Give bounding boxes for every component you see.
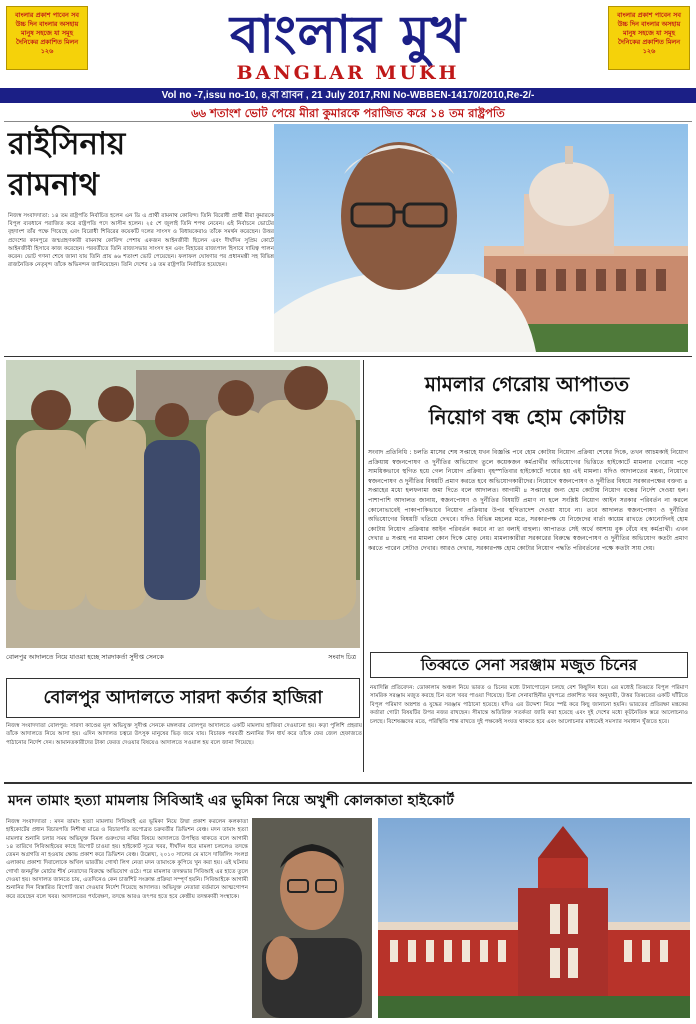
home-quota-headline-line2: নিয়োগ বন্ধ হোম কোটায় xyxy=(428,405,626,429)
masthead xyxy=(0,0,696,88)
column-divider xyxy=(363,360,364,772)
tibet-headline: তিব্বতে সেনা সরঞ্জাম মজুত চিনের xyxy=(370,652,688,678)
lead-article-body: নিজস্ব সংবাদদাতা: ১৪ তম রাষ্ট্রপতি নির্বাচিত হলেন এন ডি এ প্রার্থী রামনাথ কোবিন্দ। তিনি বিরোধী প্রার্থী মীরা কুমারকে বিপুল ব্যবধানে পরাজিত করে রাষ্ট্রপতি পদে আসীন হলেন। ২৫ শে জুলাই তিনি শপথ নেবেন। এই নির্বাচনে ভোটের বৃহদাংশ তাঁর পক্ষে গিয়েছে এবং বিরোধী শিবিরের কয়েকটি দলের সাংসদ ও বিধায়কেরাও তাঁকে সমর্থন করেছেন। উত্তর প্রদেশের কানপুরে জন্মগ্রহণকারী রামনাথ কোবিন্দ পেশায় একজন আইনজীবী ছিলেন এবং দীর্ঘদিন সুপ্রিম কোর্টে আইনজীবী হিসাবে কাজ করেছেন। পরবর্তীতে তিনি রাজ্যসভার সাংসদ হন এবং বিহারের রাজ্যপাল হিসাবে দায়িত্ব পালন করেন। ভোট গণনা শেষে জানা যায় তিনি প্রায় ৬৬ শতাংশ ভোট পেয়েছেন। ফলাফল ঘোষণার পর প্রধানমন্ত্রী সহ বিভিন্ন রাজনৈতিক নেতৃবৃন্দ তাঁকে অভিনন্দন জানিয়েছেন। তিনি দেশের ১৪ তম রাষ্ট্রপতি নির্বাচিত হয়েছেন। xyxy=(8,213,274,269)
home-quota-headline xyxy=(366,368,688,444)
home-quota-headline-line1: মামলার গেরোয় আপাতত xyxy=(424,372,630,396)
president-photo xyxy=(274,124,688,352)
right-ear-ad: বাংলার প্রকাশ পাবেন সব উচ্চ দিন বাংলার অসহায় মানুষ সহজে যা সমূহ দৈনিকের প্রকাশিত মিলন ১২৬ xyxy=(608,6,690,70)
lead-headline xyxy=(8,124,272,210)
left-ear-ad: বাংলার প্রকাশ পাবেন সব উচ্চ দিন বাংলার অসহায় মানুষ সহজে যা সমূহ দৈনিকের প্রকাশিত মিলন ১২৬ xyxy=(6,6,88,70)
section-divider-top xyxy=(4,356,692,357)
lead-kicker: ৬৬ শতাংশ ভোট পেয়ে মীরা কুমারকে পরাজিত করে ১৪ তম রাষ্ট্রপতি xyxy=(4,104,692,122)
madan-tamang-photo-illustration xyxy=(252,818,372,1018)
lead-headline-line2: রামনাথ xyxy=(8,167,99,203)
court-caption-text: বোলপুর আদালতে নিয়ে যাওয়া হচ্ছে সারদাকর্তা সুদীপ্ত সেনকে xyxy=(6,653,164,661)
court-photo-caption xyxy=(6,650,360,664)
court-photo-credit: সংবাদ চিত্র xyxy=(328,653,356,661)
madan-tamang-article-body: নিজস্ব সংবাদদাতা : মদন তামাং হত্যা মামলায় সিবিআই এর ভূমিকা নিয়ে উষ্মা প্রকাশ করলেন কলকাতা হাইকোর্টের প্রধান বিচারপতি নিশীথা মাত্রে ও বিচারপতি তপোব্রত চক্রবর্তীর ডিভিশন বেঞ্চ। মদন তামাং হত্যা মামলার শুনানি চলার সময় অভিযুক্ত বিমল গুরুংদের নথির বিষয়ে আদালতে উপস্থিত থাকতে বলে আগামী ১৪ তারিখে সিবিআইয়ের কাছে রিপোর্ট চাওয়া হয়। হাইকোর্ট সূত্রে খবর, দীর্ঘদিন ধরে মামলা চললেও তদন্তে তেমন অগ্রগতি না হওয়ায় ক্ষোভ প্রকাশ করে ডিভিশন বেঞ্চ। উল্লেখ্য, ২০১০ সালের মে মাসে দার্জিলিং সংলগ্ন এলাকায় প্রকাশ্য দিবালোকে অখিল ভারতীয় গোর্খা লিগ নেতা মদন তামাংকে কুপিয়ে খুন করা হয়। এই ঘটনায় গোর্খা জনমুক্তি মোর্চার শীর্ষ নেতাদের বিরুদ্ধে অভিযোগ ওঠে। পরে মামলার তদন্তভার সিবিআই এর হাতে তুলে দেওয়া হয়। আদালত জানতে চায়, এতদিনেও কেন চার্জশিট সংক্রান্ত প্রক্রিয়া সম্পূর্ণ হয়নি। সিবিআইকে আগামী শুনানির দিন বিস্তারিত রিপোর্ট জমা দেওয়ার নির্দেশ দিয়েছে আদালত। অভিযুক্ত নেতারা বর্তমানে আত্মগোপন করে রয়েছেন বলে খবর। আদালতের পর্যবেক্ষণ, তদন্তে আরও তৎপর হতে হবে কেন্দ্রীয় তদন্তকারী সংস্থাকে। xyxy=(6,819,248,900)
newspaper-title-english: BANGLAR MUKH xyxy=(236,62,460,84)
kolkata-high-court-photo xyxy=(378,818,690,1018)
newspaper-title-bengali: বাংলার মুখ xyxy=(230,4,466,65)
high-court-photo-illustration xyxy=(378,818,690,1018)
saradha-article-body: নিজস্ব সংবাদদাতা বোলপুর: সারদা কাণ্ডের মূল অভিযুক্ত সুদীপ্ত সেনকে মঙ্গলবার বোলপুর আদালতে একটি মামলায় হাজিরা দেওয়ানো হয়। কড়া পুলিশি প্রহরায় তাঁকে আদালতে নিয়ে আসা হয়। এদিন আদালত চত্বরে উৎসুক মানুষের ভিড় জমে যায়। বিচারক পরবর্তী শুনানির দিন ধার্য করে তাঁকে ফের জেল হেফাজতে পাঠানোর নির্দেশ দেন। আমানতকারীদের টাকা ফেরত দেওয়ার বিষয়েও আদালতে সওয়াল হয় বলে জানা গিয়েছে। xyxy=(6,723,362,746)
issue-info-bar: Vol no -7,issu no-10, ৪,বা শ্রাবন , 21 July 2017,RNI No-WBBEN-14170/2010,Re-2/- xyxy=(0,88,696,103)
tibet-article-body: নয়াদিল্লি প্রতিবেদন: ডোকালাম অঞ্চল নিয়ে ভারত ও চিনের মধ্যে টানাপোড়েন চলছে বেশ কিছুদিন ধরে। এর মধ্যেই তিব্বতে বিপুল পরিমাণ সামরিক সরঞ্জাম মজুত করছে চিন বলে খবর পাওয়া গিয়েছে। চিনা সেনাবাহিনীর মুখপত্রে প্রকাশিত খবর অনুযায়ী, উত্তর তিব্বতের একটি ঘাঁটিতে বিপুল পরিমাণ অস্ত্রশস্ত্র ও যুদ্ধের সরঞ্জাম পাঠানো হয়েছে। যদিও এর উদ্দেশ্য নিয়ে স্পষ্ট করে কিছু জানানো হয়নি। ভারতের প্রতিরক্ষা মন্ত্রকের কর্তারা গোটা বিষয়টির উপর নজর রাখছেন। সীমান্তে অতিরিক্ত সতর্কতা জারি করা হয়েছে এবং দুই দেশের মধ্যে কূটনৈতিক স্তরে আলোচনাও চলছে। বিশেষজ্ঞদের মতে, পরিস্থিতি শান্ত রাখতে দুই পক্ষকেই সংযত থাকতে হবে এবং আলোচনার মাধ্যমেই সমস্যার সমাধান খুঁজতে হবে। xyxy=(370,685,688,725)
court-photo xyxy=(6,360,360,648)
lead-headline-line1: রাইসিনায় xyxy=(8,126,126,162)
court-photo-illustration xyxy=(6,360,360,648)
president-photo-illustration xyxy=(274,124,688,352)
madan-tamang-photo xyxy=(252,818,372,1018)
saradha-headline: বোলপুর আদালতে সারদা কর্তার হাজিরা xyxy=(6,678,360,718)
section-divider-bottom xyxy=(4,782,692,784)
home-quota-article-body: সংবাদ প্রতিনিধি : চলতি মাসের শেষ সপ্তাহে যখন বিজ্ঞপ্তি পবে হোম কোটায় নিয়োগ প্রক্রিয়া শেষের দিকে, তখন আচমকাই নিয়োগ প্রক্রিয়ায় স্বজনপোষণ ও দুর্নীতির অভিযোগ তুলে কয়েকজন কর্মপ্রার্থীর অভিযোগের ভিত্তিতে হাইকোর্টে মামলার গেরোয় পড়ে সাময়িকভাবে স্থগিত হয়ে গেল নিয়োগ প্রক্রিয়া। বৃহস্পতিবার হাইকোর্টে দায়ের হয় এই মামলা। যদিও আদালতের মন্তব্য, নিয়োগে স্বজনপোষণ ও দুর্নীতির বিষয়টি প্রমাণ করতে হবে অভিযোগকারীদের। নিয়োগে স্বজনপোষণ ও দুর্নীতির বিষয়ে সরকারপক্ষের বক্তব্য ৪ সপ্তাহের মধ্যে হলফনামা জমা দিতে বলে আদালত। আগামী ৪ সপ্তাহের জন্য হোম কোটায় নিয়োগ বন্ধের নির্দেশ দেওয়া হল। পাশাপাশি আদালত জানায়, স্বজনপোষণ ও দুর্নীতির বিষয়টি প্রমাণ না হলে সংশ্লিষ্ট নিয়োগ আইন সরকার পরিবর্তন না করলে কোনোভাবেই পাকাপাকিভাবে নিয়োগ প্রক্রিয়ার উপর স্থগিতাদেশ দেওয়া যাবে না। তবে আদালত স্বজনপোষণ ও দুর্নীতির অভিযোগের বিষয়টি খতিয়ে দেখবে। যদিও বিভিন্ন মহলের মতে, সরকারপক্ষ যে নিজেদের বার্তা কায়েম রাখতে কোনোদিনই হোম কোটায় নিয়োগ প্রক্রিয়ার আইন পরিবর্তন করবে না তা বলাই বাহুল্য। আপাতত সেই অর্থে আশায় বুক বেঁধে বহু কর্মপ্রার্থী। এখন দেখার ৪ সপ্তাহ পর মামলা কোন দিকে মোড় নেয়। মামলাকারীরা সরকারের বিরুদ্ধে স্বজনপোষণ ও দুর্নীতির অভিযোগ কতটা প্রমাণ করতে পারেন সেটাও দেখার। আরও দেখার, সরকারপক্ষ হোম কোটার নিয়োগ পদ্ধতি পরিবর্তনের পক্ষে কতটা সায় দেয়। xyxy=(368,449,688,552)
madan-tamang-headline: মদন তামাং হত্যা মামলায় সিবিআই এর ভুমিকা নিয়ে অখুশী কোলকাতা হাইকোর্ট xyxy=(8,793,454,809)
